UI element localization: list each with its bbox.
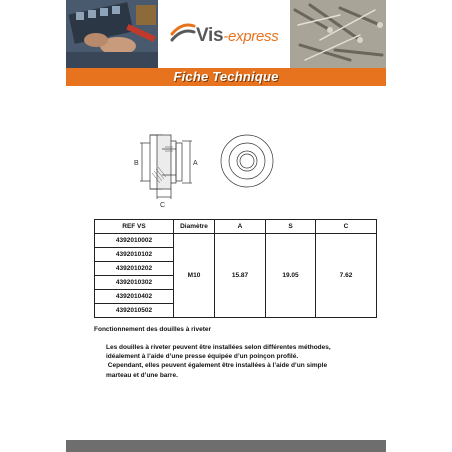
logo — [158, 0, 290, 68]
footer-bar — [66, 440, 386, 452]
rivet-nut-drawing — [132, 125, 362, 210]
dimension-a-label: A — [193, 160, 198, 167]
header-ref: REF VS — [95, 220, 174, 234]
logo-text — [196, 25, 278, 47]
dimension-b-label: B — [134, 160, 139, 167]
header-diametre: Diamètre — [174, 220, 215, 234]
spec-table — [94, 219, 377, 318]
section-paragraph — [106, 343, 376, 380]
paragraph-line: idéalement à l’aide d’une presse équipée d’un poinçon profilé. — [106, 353, 299, 361]
paragraph-line: Cependant, elles peuvent également être installées à l’aide d’un simple — [106, 362, 328, 370]
c-cell: 7.62 — [316, 234, 377, 318]
section-title: Fonctionnement des douilles à riveter — [94, 326, 212, 333]
logo-swoosh-icon — [170, 20, 196, 44]
tools-photo-illustration — [66, 0, 158, 68]
banner-title: Fiche Technique — [173, 69, 279, 84]
logo-accent: -express — [223, 28, 279, 45]
ref-cell: 4392010302 — [95, 276, 174, 290]
technical-drawing — [132, 125, 362, 210]
paragraph-line: marteau et d’une barre. — [106, 371, 178, 379]
paragraph-line: Les douilles à riveter peuvent être installées selon différentes méthodes, — [106, 344, 331, 351]
ref-cell: 4392010102 — [95, 248, 174, 262]
title-banner — [66, 68, 386, 86]
header-c: C — [316, 220, 377, 234]
table-row — [95, 234, 377, 248]
screws-photo — [290, 0, 386, 68]
header-a: A — [215, 220, 266, 234]
ref-cell: 4392010402 — [95, 290, 174, 304]
ref-cell: 4392010502 — [95, 304, 174, 318]
s-cell: 19.05 — [266, 234, 316, 318]
logo-name: Vis — [196, 25, 224, 46]
ref-cell: 4392010002 — [95, 234, 174, 248]
header-s: S — [266, 220, 316, 234]
diametre-cell: M10 — [174, 234, 215, 318]
dimension-c-label: C — [160, 202, 166, 209]
table-header-row — [95, 220, 377, 234]
datasheet-page — [66, 0, 386, 452]
header — [66, 0, 386, 84]
tools-photo — [66, 0, 158, 68]
ref-cell: 4392010202 — [95, 262, 174, 276]
screws-photo-illustration — [290, 0, 386, 68]
a-cell: 15.87 — [215, 234, 266, 318]
